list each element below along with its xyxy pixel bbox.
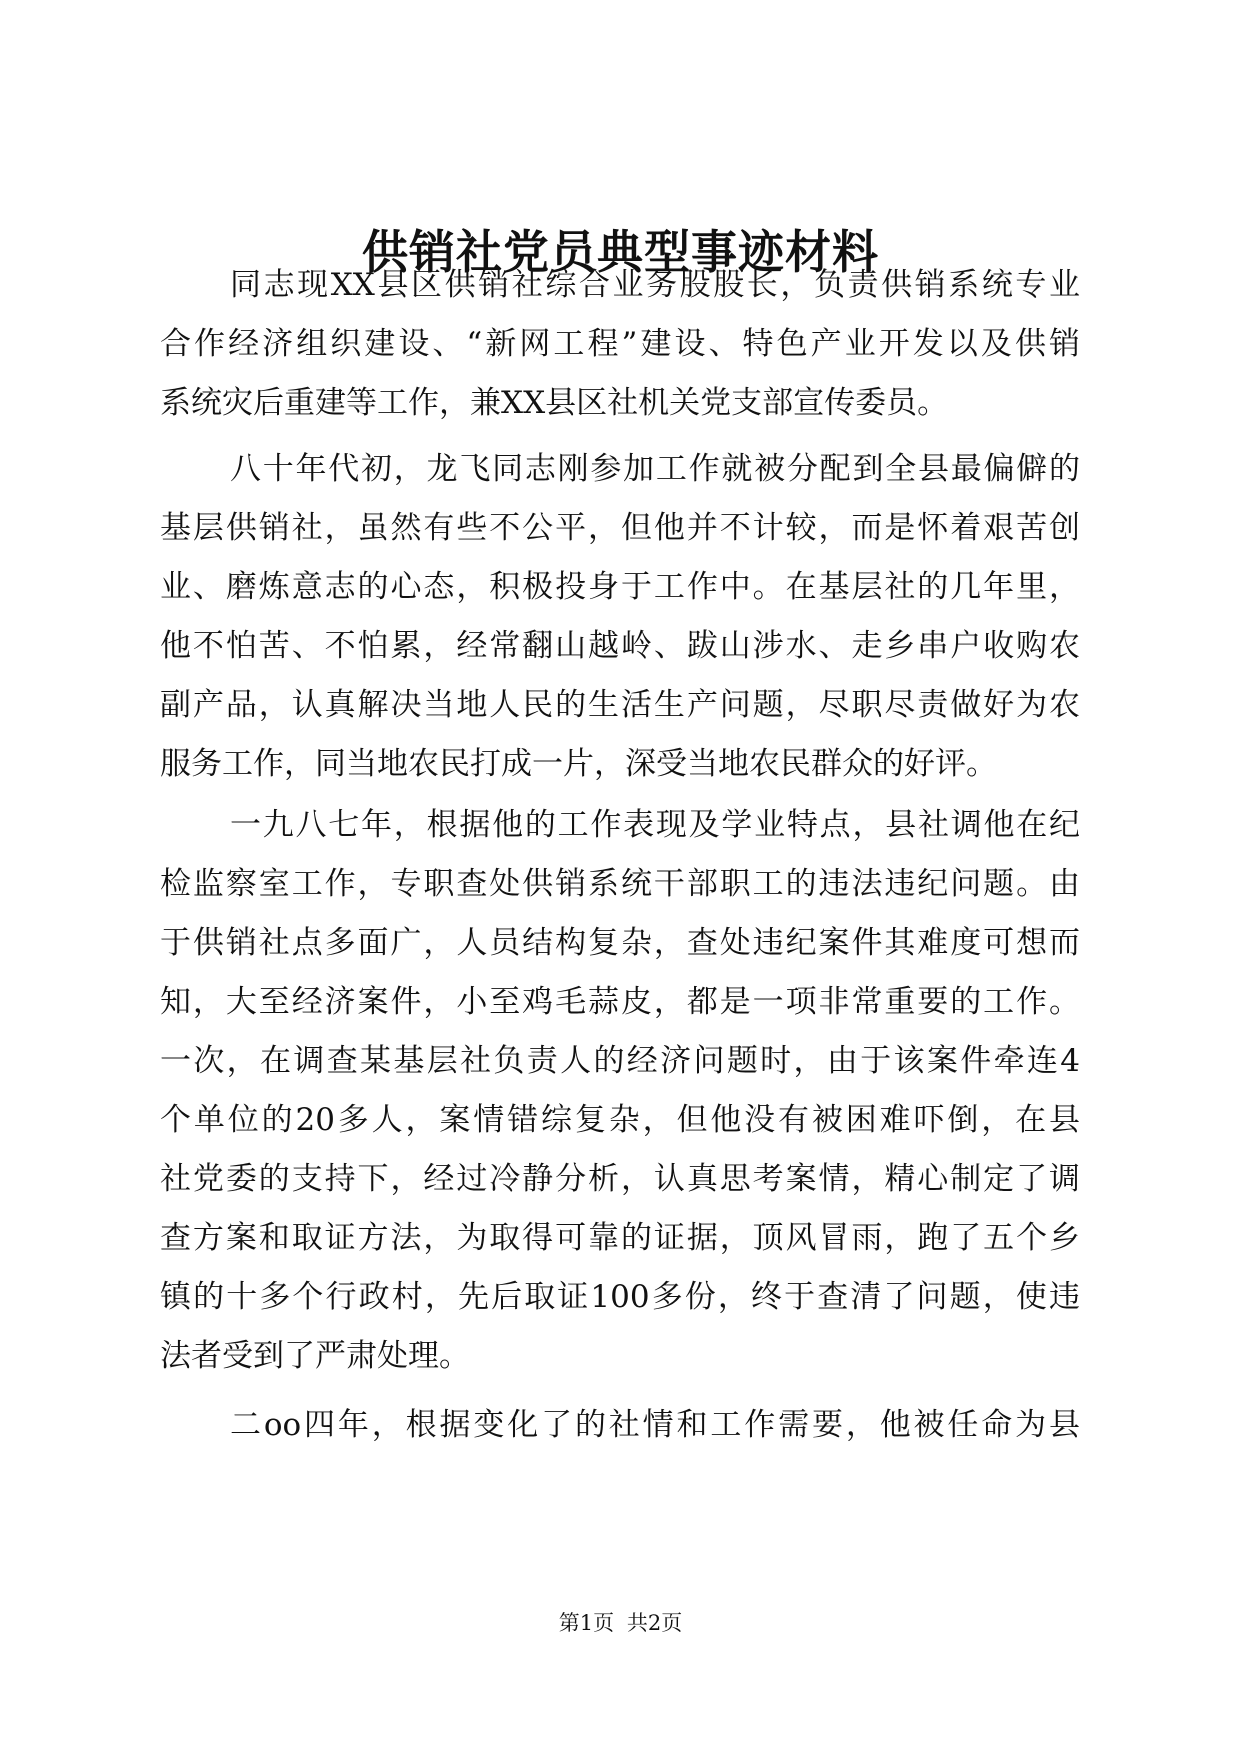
document-title: 供销社党员典型事迹材料 xyxy=(362,225,879,279)
body-line: 查方案和取证方法，为取得可靠的证据，顶风冒雨，跑了五个乡 xyxy=(160,1220,1080,1256)
body-line: 个单位的20多人，案情错综复杂，但他没有被困难吓倒，在县 xyxy=(160,1102,1080,1138)
body-line: 二oo四年，根据变化了的社情和工作需要，他被任命为县 xyxy=(230,1407,1080,1443)
body-line: 检监察室工作，专职查处供销系统干部职工的违法违纪问题。由 xyxy=(160,866,1080,902)
body-line: 一九八七年，根据他的工作表现及学业特点，县社调他在纪 xyxy=(230,807,1080,843)
body-line: 基层供销社，虽然有些不公平，但他并不计较，而是怀着艰苦创 xyxy=(160,510,1080,546)
body-line: 合作经济组织建设、“新网工程”建设、特色产业开发以及供销 xyxy=(160,326,1080,362)
body-line: 系统灾后重建等工作，兼XX县区社机关党支部宣传委员。 xyxy=(160,385,949,421)
page-footer: 第1页 共2页 xyxy=(558,1611,683,1635)
body-line: 社党委的支持下，经过冷静分析，认真思考案情，精心制定了调 xyxy=(160,1161,1080,1197)
body-line: 镇的十多个行政村，先后取证100多份，终于查清了问题，使违 xyxy=(160,1279,1080,1315)
body-line: 服务工作，同当地农民打成一片，深受当地农民群众的好评。 xyxy=(160,746,997,782)
body-line: 他不怕苦、不怕累，经常翻山越岭、跋山涉水、走乡串户收购农 xyxy=(160,628,1080,664)
body-line: 副产品，认真解决当地人民的生活生产问题，尽职尽责做好为农 xyxy=(160,687,1080,723)
body-line: 法者受到了严肃处理。 xyxy=(160,1338,470,1374)
body-line: 于供销社点多面广，人员结构复杂，查处违纪案件其难度可想而 xyxy=(160,925,1080,961)
body-line: 同志现XX县区供销社综合业务股股长，负责供销系统专业 xyxy=(230,267,1080,303)
body-line: 业、磨炼意志的心态，积极投身于工作中。在基层社的几年里， xyxy=(160,569,1080,605)
body-line: 知，大至经济案件，小至鸡毛蒜皮，都是一项非常重要的工作。 xyxy=(160,984,1080,1020)
body-line: 八十年代初，龙飞同志刚参加工作就被分配到全县最偏僻的 xyxy=(230,451,1080,487)
body-line: 一次，在调查某基层社负责人的经济问题时，由于该案件牵连4 xyxy=(160,1043,1080,1079)
